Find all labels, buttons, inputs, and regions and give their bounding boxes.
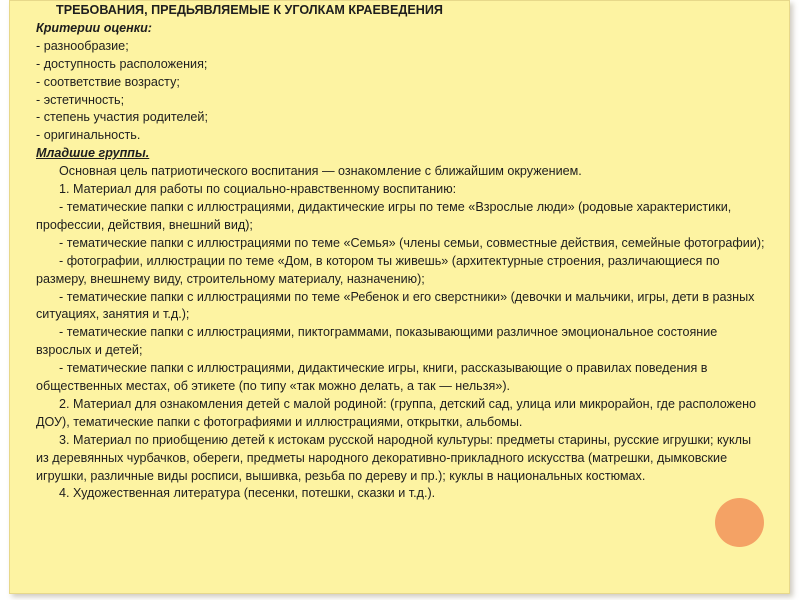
decorative-circle bbox=[715, 498, 764, 547]
criteria-item: - доступность расположения; bbox=[36, 56, 208, 71]
slide-content bbox=[36, 2, 766, 503]
paragraph: - тематические папки с иллюстрациями, пиктограммами, показывающими различное эмоциональное состояние взрослых и детей; bbox=[36, 325, 718, 358]
group-heading: Младшие группы. bbox=[36, 146, 150, 161]
criteria-item: - степень участия родителей; bbox=[36, 110, 208, 125]
paragraph: - тематические папки с иллюстрациями по теме «Ребенок и его сверстники» (девочки и мальчики, игры, дети в разных ситуациях, занятия и т.д.); bbox=[36, 289, 755, 322]
paragraph: - тематические папки с иллюстрациями по теме «Семья» (члены семьи, совместные действия, семейные фотографии); bbox=[59, 235, 765, 250]
paragraph: 2. Материал для ознакомления детей с малой родиной: (группа, детский сад, улица или микрорайон, где расположено ДОУ), тематические папки с фотографиями и иллюстрациями, открытки, альбомы. bbox=[36, 396, 757, 429]
paragraph: - тематические папки с иллюстрациями, дидактические игры по теме «Взрослые люди» (родовые характеристики, профессии, действия, внешний вид); bbox=[36, 199, 732, 232]
paragraph: - тематические папки с иллюстрациями, дидактические игры, книги, рассказывающие о правилах поведения в общественных местах, об этикете (по типу «так можно делать, а так — нельзя»). bbox=[36, 361, 708, 394]
criteria-item: - оригинальность. bbox=[36, 128, 141, 143]
paragraph: 3. Материал по приобщению детей к истокам русской народной культуры: предметы старины, русские игрушки; куклы из деревянных чурбачков, обереги, предметы народного декоративно-прикладного искусства (матрешки, дымковские игрушки, различные виды росписи, вышивка, резьба по дереву и пр.); куклы в национальных костюмах. bbox=[36, 432, 752, 483]
slide-title: ТРЕБОВАНИЯ, ПРЕДЬЯВЛЯЕМЫЕ К УГОЛКАМ КРАЕВЕДЕНИЯ bbox=[56, 3, 443, 17]
paragraph: - фотографии, иллюстрации по теме «Дом, в котором ты живешь» (архитектурные строения, различающиеся по размеру, внешнему виду, строительному материалу, назначению); bbox=[36, 253, 720, 286]
criteria-item: - разнообразие; bbox=[36, 38, 129, 53]
paragraph: 1. Материал для работы по социально-нравственному воспитанию: bbox=[59, 182, 457, 197]
criteria-heading: Критерии оценки: bbox=[36, 20, 152, 35]
criteria-item: - эстетичность; bbox=[36, 92, 125, 107]
paragraph: 4. Художественная литература (песенки, потешки, сказки и т.д.). bbox=[59, 486, 436, 501]
paragraph: Основная цель патриотического воспитания — ознакомление с ближайшим окружением. bbox=[59, 164, 582, 179]
criteria-item: - соответствие возрасту; bbox=[36, 74, 180, 89]
